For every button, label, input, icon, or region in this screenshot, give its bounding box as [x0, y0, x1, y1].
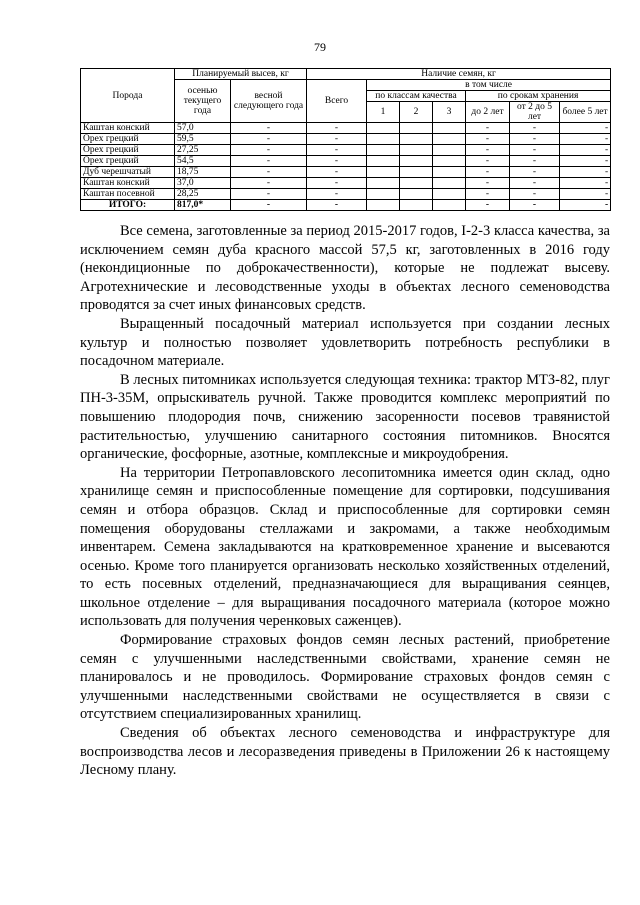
cell-class-2: [400, 167, 433, 178]
cell-storage-1: -: [466, 200, 510, 211]
header-storage-2-to-5: от 2 до 5 лет: [510, 102, 560, 123]
cell-class-1: [367, 123, 400, 134]
header-storage-up-to-2: до 2 лет: [466, 102, 510, 123]
cell-storage-1: -: [466, 134, 510, 145]
cell-autumn: 37,0: [175, 178, 231, 189]
paragraph: Все семена, заготовленные за период 2015-2017 годов, I-2-3 класса качества, за исключением семян дуба красного массой 57,5 кг, заготовленных в 2016 году (некондиционные по доброкачественности), которые не подлежат высеву. Агротехнические и лесоводственные уходы в объектах лесного семеноводства проводятся за счет иных финансовых средств.: [80, 223, 610, 314]
cell-species: Дуб черешчатый: [81, 167, 175, 178]
cell-total: -: [307, 134, 367, 145]
paragraph: Формирование страховых фондов семян лесных растений, приобретение семян с улучшенными наследственными свойствами, хранение семян не планировалось и не проводилось. Формирование страховых фондов семян с улучшенными наследственными свойствами не осуществляется в связи с отсутствием специализированных хранилищ.: [80, 632, 610, 723]
cell-class-1: [367, 167, 400, 178]
header-seed-availability: Наличие семян, кг: [307, 69, 611, 80]
cell-storage-3: -: [560, 134, 611, 145]
cell-class-3: [433, 145, 466, 156]
header-by-quality-class: по классам качества: [367, 91, 466, 102]
cell-autumn: 28,25: [175, 189, 231, 200]
header-autumn: осенью текущего года: [175, 80, 231, 123]
cell-storage-1: -: [466, 156, 510, 167]
cell-species: Каштан конский: [81, 178, 175, 189]
header-storage-over-5: более 5 лет: [560, 102, 611, 123]
cell-total-label: ИТОГО:: [81, 200, 175, 211]
cell-storage-2: -: [510, 156, 560, 167]
header-total: Всего: [307, 80, 367, 123]
cell-class-3: [433, 156, 466, 167]
cell-species: Каштан конский: [81, 123, 175, 134]
cell-spring: -: [231, 134, 307, 145]
paragraph: Сведения об объектах лесного семеноводства и инфраструктуре для воспроизводства лесов и лесоразведения приведены в Приложении 26 к настоящему Лесному плану.: [80, 725, 610, 779]
cell-spring: -: [231, 156, 307, 167]
cell-storage-2: -: [510, 178, 560, 189]
cell-total: -: [307, 145, 367, 156]
cell-class-3: [433, 134, 466, 145]
cell-storage-2: -: [510, 123, 560, 134]
cell-storage-3: -: [560, 123, 611, 134]
seed-sowing-table: [80, 68, 611, 211]
cell-storage-1: -: [466, 189, 510, 200]
cell-class-1: [367, 134, 400, 145]
cell-total: -: [307, 123, 367, 134]
cell-storage-2: -: [510, 145, 560, 156]
cell-storage-1: -: [466, 167, 510, 178]
cell-class-2: [400, 134, 433, 145]
cell-storage-2: -: [510, 200, 560, 211]
header-spring: весной следующего года: [231, 80, 307, 123]
paragraph: На территории Петропавловского лесопитомника имеется один склад, одно хранилище семян и приспособленные помещение для сортировки, подсушивания семян и отбора образцов. Склад и приспособленные для сортировки семян помещения оборудованы стеллажами и закромами, а также необходимым инвентарем. Семена закладываются на кратковременное хранение и высеваются осенью. Кроме того планируется организовать несколько хозяйственных отделений, то есть посевных отделений, предназначающиеся для выращивания сеянцев, школьное отделение – для выращивания посадочного материала (которое можно использовать для получения черенковых саженцев).: [80, 464, 610, 630]
cell-storage-3: -: [560, 156, 611, 167]
header-by-storage-term: по срокам хранения: [466, 91, 611, 102]
cell-total: -: [307, 178, 367, 189]
cell-autumn: 27,25: [175, 145, 231, 156]
header-species: Порода: [81, 69, 175, 123]
cell-storage-1: -: [466, 123, 510, 134]
cell-species: Орех грецкий: [81, 156, 175, 167]
cell-class-2: [400, 145, 433, 156]
cell-storage-3: -: [560, 145, 611, 156]
cell-storage-3: -: [560, 167, 611, 178]
table-total-row: [81, 200, 611, 211]
cell-storage-2: -: [510, 134, 560, 145]
cell-class-3: [433, 189, 466, 200]
cell-storage-2: -: [510, 189, 560, 200]
cell-class-3: [433, 123, 466, 134]
cell-storage-3: -: [560, 200, 611, 211]
table-row: [81, 189, 611, 200]
cell-species: Орех грецкий: [81, 134, 175, 145]
cell-class-1: [367, 156, 400, 167]
table-row: [81, 123, 611, 134]
cell-storage-1: -: [466, 145, 510, 156]
cell-autumn: 54,5: [175, 156, 231, 167]
cell-storage-1: -: [466, 178, 510, 189]
header-class-3: 3: [433, 102, 466, 123]
paragraph: Выращенный посадочный материал используется при создании лесных культур и полностью позволяет удовлетворить потребность республики в посадочном материале.: [80, 315, 610, 370]
cell-total: -: [307, 156, 367, 167]
cell-class-2: [400, 189, 433, 200]
table-row: [81, 156, 611, 167]
table-row: [81, 134, 611, 145]
cell-class-2: [400, 123, 433, 134]
cell-class-1: [367, 145, 400, 156]
page-number: 79: [314, 40, 326, 54]
cell-spring: -: [231, 123, 307, 134]
cell-spring: -: [231, 145, 307, 156]
cell-autumn: 59,5: [175, 134, 231, 145]
cell-class-2: [400, 156, 433, 167]
paragraph: В лесных питомниках используется следующая техника: трактор МТЗ-82, плуг ПН-3-35М, опрыскиватель ручной. Также проводится комплекс мероприятий по повышению плодородия почв, снижению засоренности посевов травянистой растительностью, улучшению санитарного состояния питомников. Вносятся органические, фосфорные, азотные, комплексные и микроудобрения.: [80, 371, 610, 463]
cell-class-3: [433, 200, 466, 211]
cell-class-1: [367, 200, 400, 211]
body-text: [80, 222, 610, 780]
table-row: [81, 178, 611, 189]
header-including: в том числе: [367, 80, 611, 91]
cell-storage-2: -: [510, 167, 560, 178]
cell-class-1: [367, 178, 400, 189]
header-class-1: 1: [367, 102, 400, 123]
cell-autumn: 817,0*: [175, 200, 231, 211]
cell-spring: -: [231, 200, 307, 211]
cell-species: Орех грецкий: [81, 145, 175, 156]
cell-class-3: [433, 178, 466, 189]
cell-autumn: 57,0: [175, 123, 231, 134]
cell-storage-3: -: [560, 178, 611, 189]
cell-total: -: [307, 200, 367, 211]
cell-spring: -: [231, 189, 307, 200]
cell-class-2: [400, 200, 433, 211]
table-row: [81, 145, 611, 156]
cell-class-1: [367, 189, 400, 200]
cell-spring: -: [231, 167, 307, 178]
table-row: [81, 167, 611, 178]
cell-class-3: [433, 167, 466, 178]
cell-class-2: [400, 178, 433, 189]
cell-autumn: 18,75: [175, 167, 231, 178]
cell-total: -: [307, 167, 367, 178]
header-class-2: 2: [400, 102, 433, 123]
cell-spring: -: [231, 178, 307, 189]
cell-storage-3: -: [560, 189, 611, 200]
cell-total: -: [307, 189, 367, 200]
header-planned-sowing: Планируемый высев, кг: [175, 69, 307, 80]
cell-species: Каштан посевной: [81, 189, 175, 200]
